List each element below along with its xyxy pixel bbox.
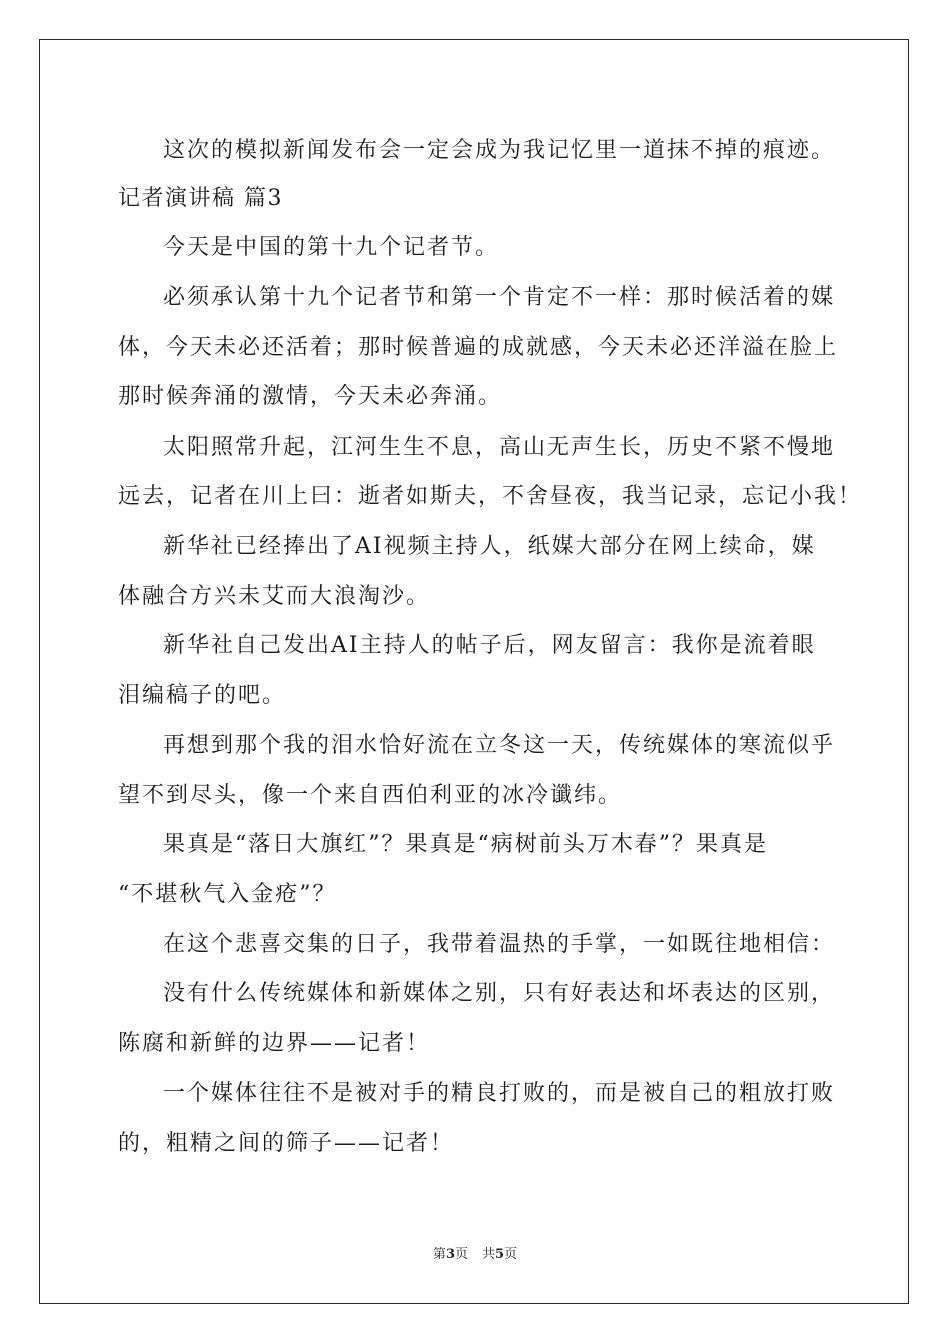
paragraph-line: 果真是“落日大旗红”？果真是“病树前头万木春”？果真是 [163, 832, 768, 857]
total-page-count: 5 [495, 1247, 505, 1262]
paragraph-line: 的，粗精之间的筛子——记者！ [118, 1131, 455, 1156]
paragraph-line: “不堪秋气入金疮”？ [118, 882, 337, 907]
page-number-suffix: 页 [454, 1247, 468, 1262]
page-number-prefix: 第 [432, 1247, 446, 1262]
paragraph-line: 在这个悲喜交集的日子，我带着温热的手掌，一如既往地相信： [163, 932, 836, 957]
paragraph-line: 体，今天未必还活着；那时候普遍的成就感，今天未必还洋溢在脸上 [118, 335, 839, 360]
paragraph-line: 陈腐和新鲜的边界——记者！ [118, 1031, 431, 1056]
paragraph-line: 新华社已经捧出了AI视频主持人，纸媒大部分在网上续命，媒 [163, 534, 816, 559]
paragraph-line: 太阳照常升起，江河生生不息，高山无声生长，历史不紧不慢地 [163, 435, 836, 460]
paragraph-line: 再想到那个我的泪水恰好流在立冬这一天，传统媒体的寒流似乎 [163, 733, 836, 758]
current-page-number: 3 [445, 1247, 455, 1262]
page-footer [0, 1246, 950, 1264]
paragraph-line: 新华社自己发出AI主持人的帖子后，网友留言：我你是流着眼 [163, 633, 816, 658]
paragraph-line: 这次的模拟新闻发布会一定会成为我记忆里一道抹不掉的痕迹。 [163, 138, 836, 163]
paragraph-line: 体融合方兴未艾而大浪淘沙。 [118, 584, 431, 609]
paragraph-line: 没有什么传统媒体和新媒体之别，只有好表达和坏表达的区别， [163, 981, 836, 1006]
paragraph-line: 必须承认第十九个记者节和第一个肯定不一样：那时候活着的媒 [163, 285, 836, 310]
paragraph-line: 一个媒体往往不是被对手的精良打败的，而是被自己的粗放打败 [163, 1081, 836, 1106]
paragraph-line: 今天是中国的第十九个记者节。 [163, 235, 500, 260]
paragraph-line: 望不到尽头，像一个来自西伯利亚的冰冷谶纬。 [118, 783, 623, 808]
section-heading: 记者演讲稿 篇3 [118, 186, 283, 211]
total-pages-suffix: 页 [504, 1247, 518, 1262]
paragraph-line: 远去，记者在川上曰：逝者如斯夫，不舍昼夜，我当记录，忘记小我！ [118, 484, 863, 509]
paragraph-line: 泪编稿子的吧。 [118, 683, 287, 708]
total-pages-prefix: 共 [482, 1247, 496, 1262]
paragraph-line: 那时候奔涌的激情，今天未必奔涌。 [118, 384, 503, 409]
page-border [39, 39, 909, 1304]
